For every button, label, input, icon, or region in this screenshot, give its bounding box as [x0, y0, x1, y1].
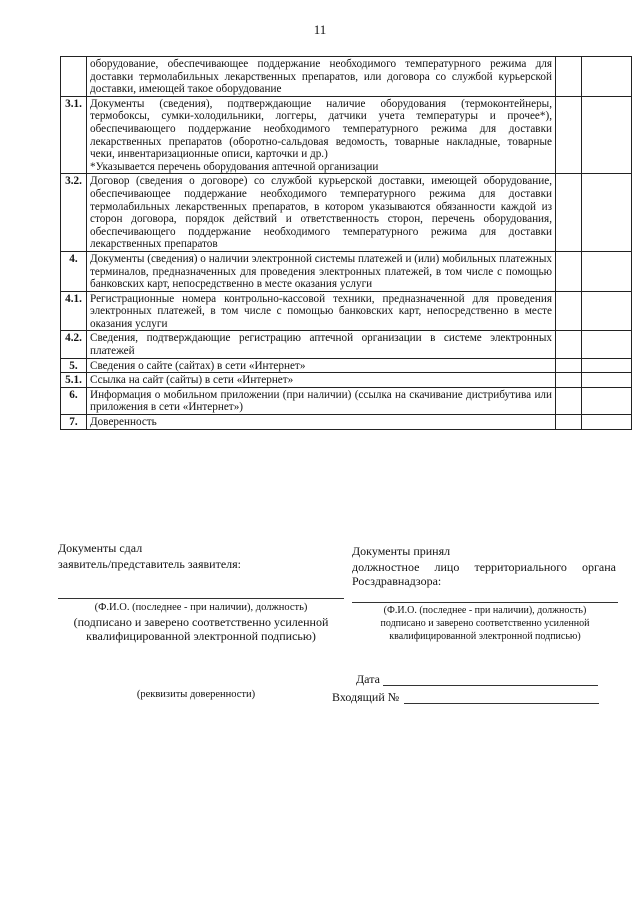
remarks-cell[interactable] — [582, 415, 632, 430]
check-cell[interactable] — [556, 57, 582, 97]
right-sign-note1: (Ф.И.О. (последнее - при наличии), должность) — [383, 605, 587, 616]
row-number: 4.2. — [61, 331, 87, 358]
row-number: 4.1. — [61, 291, 87, 331]
incoming-number-field-line[interactable] — [404, 703, 599, 704]
row-number: 6. — [61, 387, 87, 414]
table-row — [61, 251, 632, 291]
page-number: 11 — [313, 22, 327, 37]
row-number — [61, 57, 87, 97]
row-description — [87, 174, 556, 252]
check-cell[interactable] — [556, 331, 582, 358]
power-of-attorney-note: (реквизиты доверенности) — [136, 689, 256, 700]
table-row — [61, 291, 632, 331]
table-row — [61, 331, 632, 358]
row-description — [87, 57, 556, 97]
right-title-line2: должностное лицо территориального органа Росздравнадзора: — [352, 560, 616, 588]
remarks-cell[interactable] — [582, 387, 632, 414]
check-cell[interactable] — [556, 387, 582, 414]
check-cell[interactable] — [556, 251, 582, 291]
remarks-cell[interactable] — [582, 291, 632, 331]
table-row — [61, 57, 632, 97]
table-row — [61, 415, 632, 430]
row-text: Сведения о сайте (сайтах) в сети «Интернет» — [90, 359, 306, 372]
remarks-cell[interactable] — [582, 373, 632, 388]
check-cell[interactable] — [556, 291, 582, 331]
remarks-cell[interactable] — [582, 358, 632, 373]
documents-table-body — [61, 57, 632, 430]
row-text: Регистрационные номера контрольно-кассовой техники, предназначенной для проведения электронных платежей, в том числе с помощью банковских карт, непосредственно в месте оказания услуги — [90, 292, 552, 330]
row-footnote: *Указывается перечень оборудования аптечной организации — [90, 160, 379, 173]
row-description — [87, 291, 556, 331]
check-cell[interactable] — [556, 174, 582, 252]
check-cell[interactable] — [556, 373, 582, 388]
row-description — [87, 387, 556, 414]
date-field-line[interactable] — [383, 685, 598, 686]
row-text: Ссылка на сайт (сайты) в сети «Интернет» — [90, 374, 294, 387]
remarks-cell[interactable] — [582, 251, 632, 291]
row-text: Доверенность — [90, 416, 157, 429]
row-number: 3.2. — [61, 174, 87, 252]
left-sign-note2: (подписано и заверено соответственно усиленной квалифицированной электронной подписью) — [73, 615, 329, 643]
left-title-line2: заявитель/представитель заявителя: — [58, 557, 241, 571]
table-row — [61, 174, 632, 252]
row-text: оборудование, обеспечивающее поддержание необходимого температурного режима для доставки термолабильных лекарственных препаратов, или договора со службой курьерской доставки, имеющей такое оборудование — [90, 58, 552, 96]
row-text: Договор (сведения о договоре) со службой курьерской доставки, имеющей оборудование, обеспечивающее поддержание необходимого температурного режима для доставки термолабильных лекарственных препаратов, в котором указываются обязанности каждой из сторон договора, порядок действий и ответственность сторон, перечень оборудования, обеспечивающего поддержание необходимого температурного режима для доставки лекарственных препаратов — [90, 175, 552, 251]
row-text: Сведения, подтверждающие регистрацию аптечной организации в системе электронных платежей — [90, 332, 552, 358]
row-number: 5. — [61, 358, 87, 373]
check-cell[interactable] — [556, 96, 582, 174]
remarks-cell[interactable] — [582, 96, 632, 174]
table-row — [61, 96, 632, 174]
row-number: 7. — [61, 415, 87, 430]
date-label: Дата — [356, 672, 380, 686]
row-description — [87, 331, 556, 358]
remarks-cell[interactable] — [582, 174, 632, 252]
left-title-line1: Документы сдал — [58, 541, 143, 555]
row-text: Документы (сведения), подтверждающие наличие оборудования (термоконтейнеры, термобоксы, сумки-холодильники, логгеры, датчики учета температуры и прочее*), обеспечивающего поддержание необходимого температурного режима для доставки лекарственных препаратов (оборотно-сальдовая ведомость, товарные накладные, товарные чеки, инвентаризационные описи, карточки и др.) — [90, 97, 552, 161]
check-cell[interactable] — [556, 358, 582, 373]
row-number: 5.1. — [61, 373, 87, 388]
left-signature-line — [58, 598, 344, 599]
row-text: Документы (сведения) о наличии электронной системы платежей и (или) мобильных платежных терминалов, предназначенных для проведения электронных платежей, в том числе с помощью банковских карт, непосредственно в месте оказания услуги — [90, 252, 552, 291]
remarks-cell[interactable] — [582, 331, 632, 358]
right-sign-note2: подписано и заверено соответственно усиленной квалифицированной электронной подписью) — [380, 618, 590, 642]
incoming-number-label: Входящий № — [332, 690, 400, 704]
row-text: Информация о мобильном приложении (при наличии) (ссылка на скачивание дистрибутива или приложения в сети «Интернет») — [90, 388, 552, 414]
left-sign-note1: (Ф.И.О. (последнее - при наличии), должность) — [94, 602, 308, 613]
row-number: 4. — [61, 251, 87, 291]
row-description — [87, 358, 556, 373]
row-description — [87, 415, 556, 430]
table-row — [61, 387, 632, 414]
row-description — [87, 251, 556, 291]
table-row — [61, 373, 632, 388]
right-signature-line — [352, 602, 618, 603]
row-description — [87, 96, 556, 174]
check-cell[interactable] — [556, 415, 582, 430]
documents-table — [60, 56, 632, 430]
right-title-line1: Документы принял — [352, 544, 451, 558]
remarks-cell[interactable] — [582, 57, 632, 97]
table-row — [61, 358, 632, 373]
row-description — [87, 373, 556, 388]
row-number: 3.1. — [61, 96, 87, 174]
